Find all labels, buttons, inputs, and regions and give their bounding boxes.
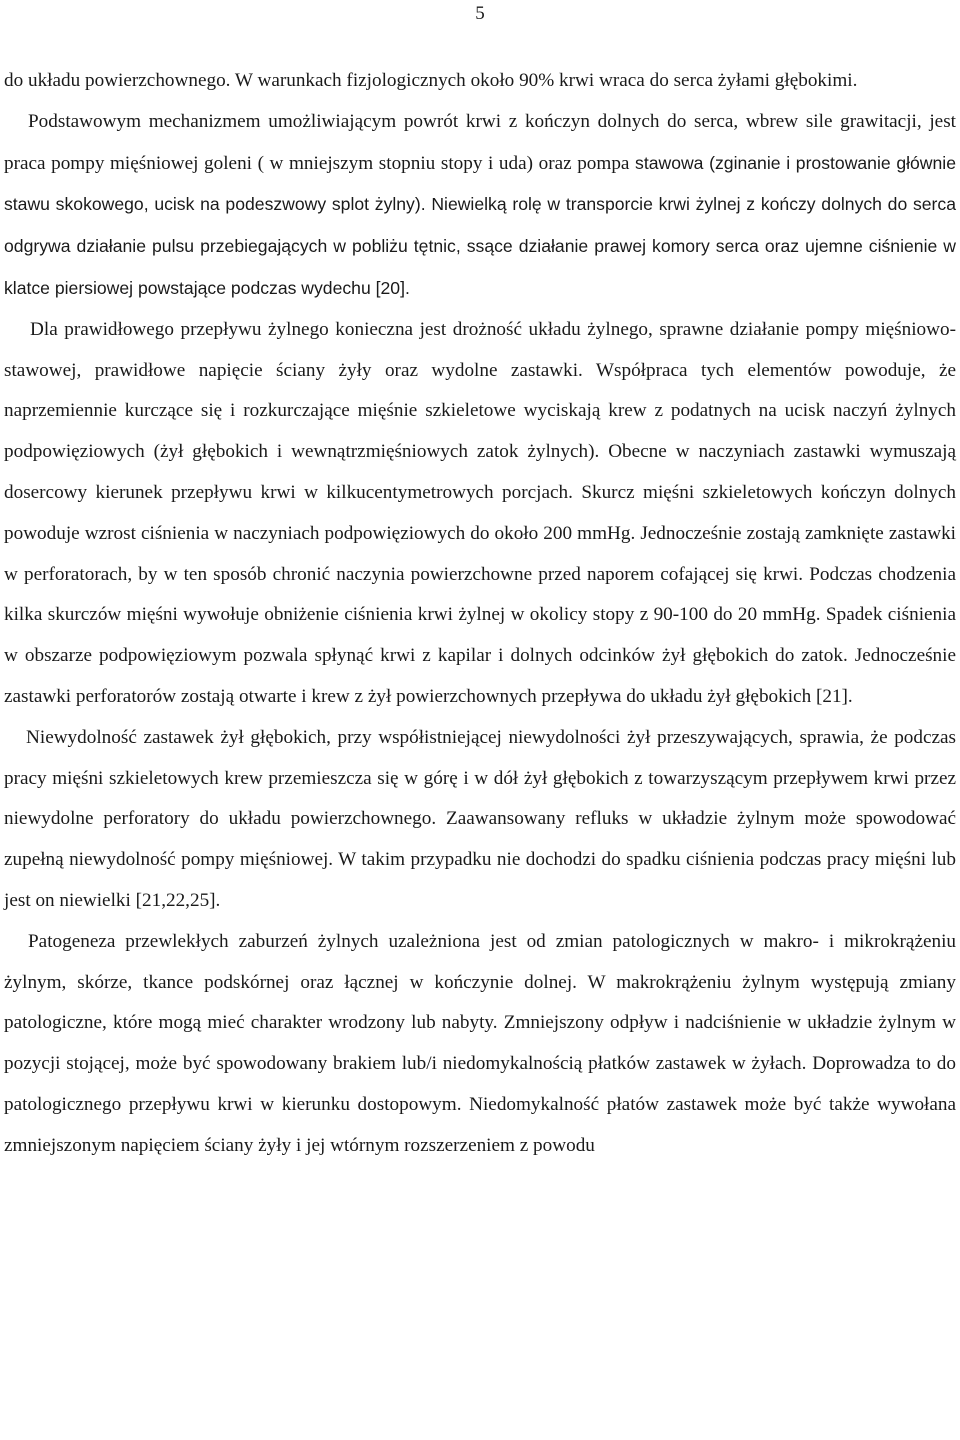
paragraph [4,102,956,310]
paragraph: Niewydolność zastawek żył głębokich, przy współistniejącej niewydolności żył przeszywających, sprawia, że podczas pracy mięśni szkieletowych krew przemieszcza się w górę i w dół żył głębokich z towarzyszącym przepływem krwi przez niewydolne perforatory do układu powierzchownego. Zaawansowany refluks w układzie żylnym może spowodować zupełną niewydolność pompy mięśniowej. W takim przypadku nie dochodzi do spadku ciśnienia podczas pracy mięśni lub jest on niewielki [21,22,25]. [4,726,956,911]
page-number: 5 [475,3,485,24]
body-text [4,61,956,1167]
paragraph: Patogeneza przewlekłych zaburzeń żylnych uzależniona jest od zmian patologicznych w makro- i mikrokrążeniu żylnym, skórze, tkance podskórnej oraz łącznej w kończynie dolnej. W makrokrążeniu żylnym występują zmiany patologiczne, które mogą mieć charakter wrodzony lub nabyty. Zmniejszony odpływ i nadciśnienie w układzie żylnym w pozycji stojącej, może być spowodowany brakiem lub/i niedomykalnością płatków zastawek w żyłach. Doprowadza to do patologicznego przepływu krwi w kierunku dostopowym. Niedomykalność płatów zastawek może być także wywołana zmniejszonym napięciem ściany żyły i jej wtórnym rozszerzeniem z powodu [4,930,956,1156]
paragraph: Dla prawidłowego przepływu żylnego konieczna jest drożność układu żylnego, sprawne działanie pompy mięśniowo-stawowej, prawidłowe napięcie ściany żyły oraz wydolne zastawki. Współpraca tych elementów powoduje, że naprzemiennie kurczące się i rozkurczające mięśnie szkieletowe wyciskają krew z podatnych na ucisk naczyń żylnych podpowięziowych (żył głębokich i wewnątrzmięśniowych zatok żylnych). Obecne w naczyniach zastawki wymuszają dosercowy kierunek przepływu krwi w kilkucentymetrowych porcjach. Skurcz mięśni szkieletowych kończyn dolnych powoduje wzrost ciśnienia w naczyniach podpowięziowych do około 200 mmHg. Jednocześnie zostają zamknięte zastawki w perforatorach, by w ten sposób chronić naczynia powierzchowne przed naporem cofającej się krwi. Podczas chodzenia kilka skurczów mięśni wywołuje obniżenie ciśnienia krwi żylnej w okolicy stopy z 90-100 do 20 mmHg. Spadek ciśnienia w obszarze podpowięziowym pozwala spłynąć krwi z kapilar i dolnych odcinków żył głębokich do zatok. Jednocześnie zastawki perforatorów zostają otwarte i krew z żył powierzchownych przepływa do układu żył głębokich [21]. [4,318,956,707]
paragraph-segment: Podstawowym mechanizmem umożliwiającym powrót krwi z kończyn dolnych do serca, wbrew sile grawitacji, jest praca pompy mięśniowej goleni ( w mniejszym stopniu stopy i uda) oraz pompa [4,110,956,174]
paragraph: do układu powierzchownego. W warunkach fizjologicznych około 90% krwi wraca do serca żyłami głębokimi. [4,70,858,91]
paragraph-segment: stawowa (zginanie i prostowanie głównie stawu skokowego, ucisk na podeszwowy splot żylny). Niewielką rolę w transporcie krwi żylnej z kończy dolnych do serca odgrywa działanie pulsu przebiegających w pobliżu tętnic, ssące działanie prawej komory serca oraz ujemne ciśnienie w klatce piersiowej powstające podczas wydechu [20]. [4,152,956,298]
